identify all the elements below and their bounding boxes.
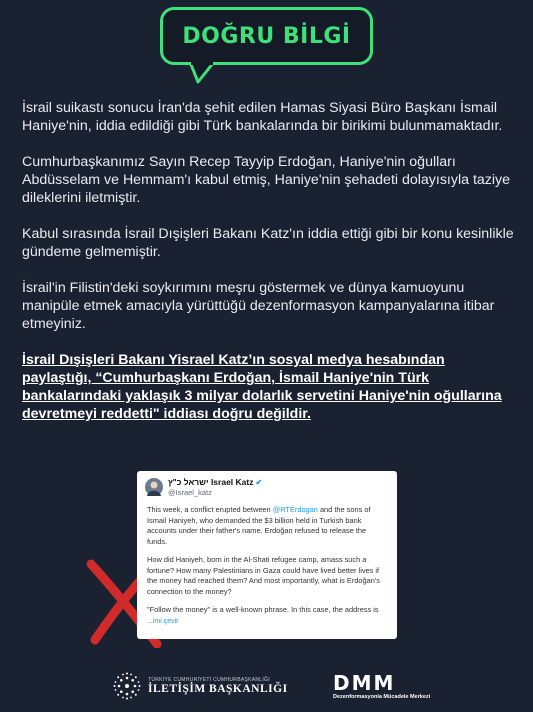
translate-link: ...imi çevir bbox=[147, 617, 179, 625]
verified-badge-icon: ✔ bbox=[255, 478, 263, 487]
avatar bbox=[145, 478, 163, 496]
footer-org-name: İLETİŞİM BAŞKANLIĞI bbox=[148, 682, 288, 695]
article-body bbox=[22, 99, 517, 441]
tweet-screenshot bbox=[137, 471, 397, 639]
paragraph: İsrail'in Filistin'deki soykırımını meşru göstermek ve dünya kamuoyunu manipüle etmek amacıyla yürüttüğü dezenformasyon kampanyalarına itibar etmeyiniz. bbox=[22, 280, 495, 332]
paragraph: Cumhurbaşkanımız Sayın Recep Tayyip Erdoğan, Haniye'nin oğulları Abdüsselam ve Hemmam'ı kabul etmiş, Haniye'nin şehadeti dolayısıyla taziye dileklerini iletmiştir. bbox=[22, 154, 511, 206]
tweet-author-handle: @Israel_katz bbox=[168, 488, 212, 497]
paragraph: Kabul sırasında İsrail Dışişleri Bakanı Katz'ın iddia ettiği gibi bir konu kesinlikle gündeme gelmemiştir. bbox=[22, 226, 514, 260]
tweet-text-span: and the sons of Ismail Haniyeh, who demanded the $3 billion held in Turkish bank accounts under their father's name. Erdoğan refused to release the funds. bbox=[147, 505, 371, 546]
tweet-author-name bbox=[168, 477, 262, 488]
tweet-paragraph: How did Haniyeh, born in the Al-Shati refugee camp, amass such a fortune? How many Palestinians in Gaza could have lived better lives if the money had reached them? And most importantly, what is Erdoğan's connection to the money? bbox=[147, 555, 380, 596]
fact-check-conclusion: İsrail Dışişleri Bakanı Yisrael Katz’ın sosyal medya hesabından paylaştığı, “Cumhurbaşkanı Erdoğan, İsmail Haniye'nin Türk bankalarındaki yaklaşık 3 milyar dolarlık servetini Haniye'nin oğullarına devretmeyi reddetti" iddiası doğru değildir. bbox=[22, 352, 502, 422]
verdict-badge bbox=[160, 7, 373, 65]
mention-link: @RTErdogan bbox=[272, 505, 318, 514]
dmm-logo bbox=[333, 673, 430, 701]
speech-bubble-tail-icon bbox=[188, 62, 218, 84]
dmm-wordmark: DMM bbox=[333, 671, 396, 695]
person-icon bbox=[145, 478, 163, 496]
author-name-text: ישראל כ"ץ Israel Katz bbox=[168, 477, 254, 487]
tweet-header bbox=[137, 471, 397, 499]
dmm-subtitle: Dezenformasyonla Mücadele Merkezi bbox=[333, 694, 431, 700]
verdict-label: DOĞRU BİLGİ bbox=[182, 23, 351, 49]
footer-org-small: TÜRKİYE CUMHURİYETİ CUMHURBAŞKANLIĞI bbox=[148, 676, 270, 683]
paragraph: İsrail suikastı sonucu İran'da şehit edilen Hamas Siyasi Büro Başkanı İsmail Haniye'nin, iddia edildiği gibi Türk bankalarında bir birikimi bulunmamaktadır. bbox=[22, 100, 503, 134]
tweet-text bbox=[137, 499, 397, 627]
tweet-text-span: "Follow the money" is a well-known phrase. In this case, the address is bbox=[147, 605, 379, 614]
iletisim-baskanligi-logo bbox=[112, 671, 288, 701]
tweet-text-span: This week, a conflict erupted between bbox=[147, 505, 273, 514]
tweet-paragraph bbox=[147, 605, 387, 627]
presidency-emblem-icon bbox=[112, 671, 142, 701]
tweet-paragraph bbox=[147, 505, 387, 547]
